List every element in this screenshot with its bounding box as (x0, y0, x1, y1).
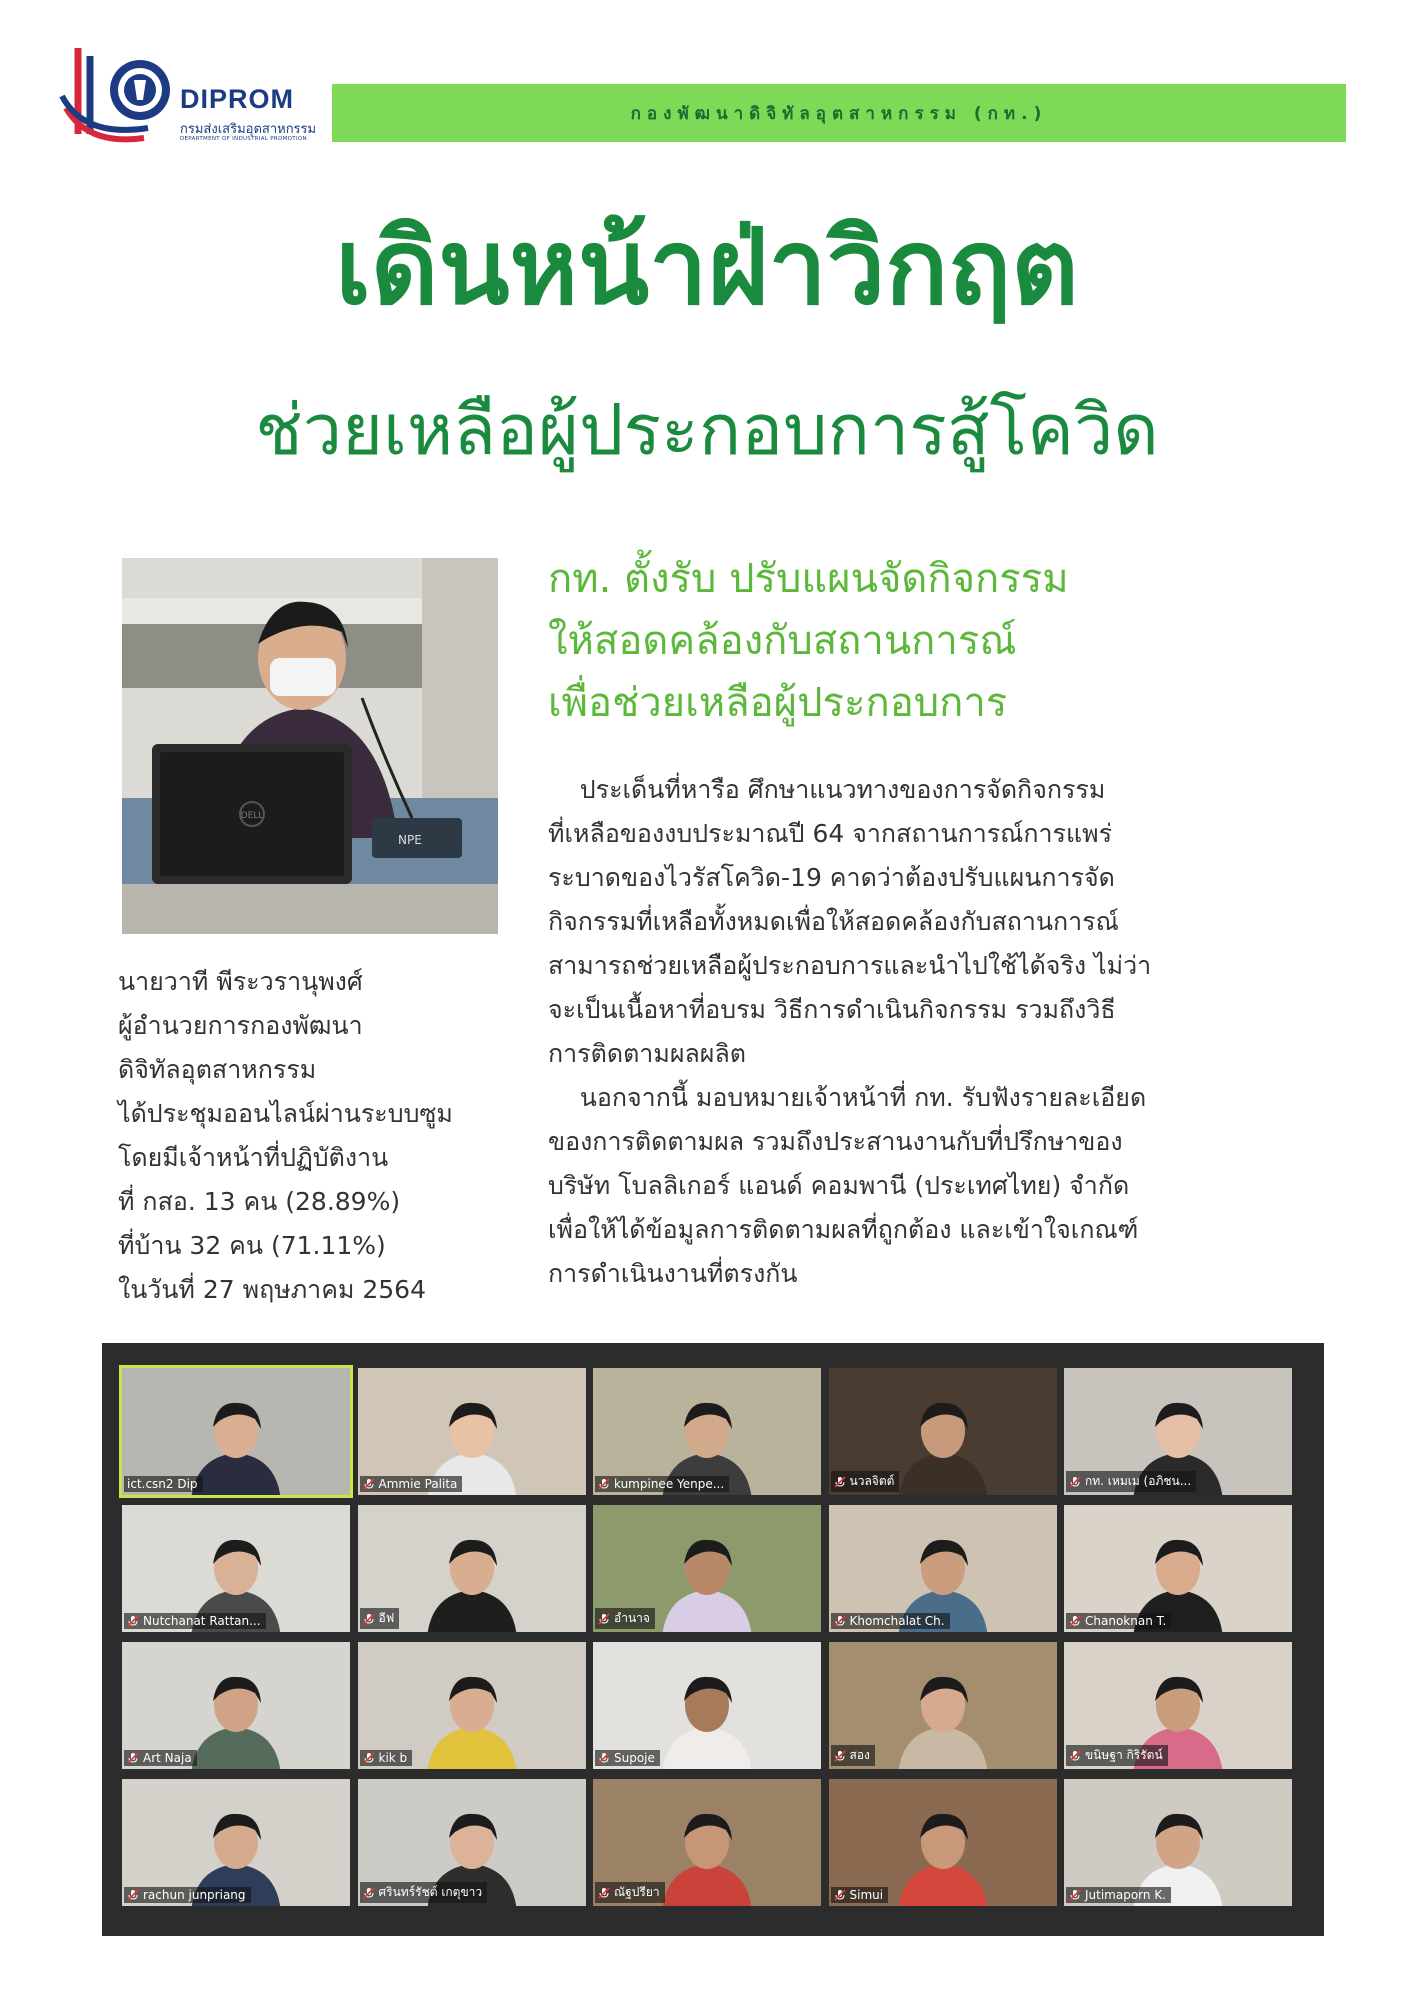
participant-name: Simui (849, 1888, 884, 1902)
participant-avatar (888, 1802, 998, 1906)
participant-name: Nutchanat Rattan... (143, 1614, 261, 1628)
participant-tile[interactable] (358, 1779, 586, 1906)
muted-mic-icon (834, 1615, 846, 1627)
participant-name-bar (595, 1750, 660, 1766)
page-subtitle: ช่วยเหลือผู้ประกอบการสู้โควิด (255, 389, 1159, 471)
participant-name: อีฟ (378, 1611, 395, 1625)
participant-name-bar (360, 1608, 400, 1629)
muted-mic-icon (834, 1476, 846, 1488)
muted-mic-icon (363, 1478, 375, 1490)
article-body (548, 768, 1378, 1296)
muted-mic-icon (834, 1750, 846, 1762)
participant-tile[interactable] (1064, 1368, 1292, 1495)
participant-name: ณัฐปรียา (614, 1885, 660, 1899)
caption-line: โดยมีเจ้าหน้าที่ปฏิบัติงาน (118, 1143, 389, 1172)
participant-avatar (417, 1665, 527, 1769)
participant-name: kik b (378, 1751, 408, 1765)
body-line: จะเป็นเนื้อหาที่อบรม วิธีการดำเนินกิจกรรม รวมถึงวิธี (548, 995, 1116, 1024)
participant-avatar (652, 1665, 762, 1769)
muted-mic-icon (363, 1887, 375, 1899)
meeting-photo-illustration (122, 558, 498, 934)
division-banner-text: กองพัฒนาดิจิทัลอุตสาหกรรม (กท.) (630, 103, 1048, 124)
participant-name: Supoje (614, 1751, 655, 1765)
body-line: ของการติดตามผล รวมถึงประสานงานกับที่ปรึกษาของ (548, 1127, 1123, 1156)
participant-name-bar (124, 1750, 197, 1766)
participant-avatar (652, 1802, 762, 1906)
photo-caption (118, 960, 528, 1312)
logo-thai-name: กรมส่งเสริมอุตสาหกรรม (180, 122, 317, 137)
caption-line: นายวาที พีระวรานุพงศ์ (118, 967, 363, 996)
muted-mic-icon (127, 1752, 139, 1764)
participant-name-bar (831, 1887, 889, 1903)
participant-tile[interactable] (122, 1779, 350, 1906)
participant-name-bar (831, 1613, 950, 1629)
diprom-emblem-icon (48, 38, 178, 148)
laptop-brand: DELL (240, 811, 264, 821)
participant-name-bar (1066, 1613, 1171, 1629)
participant-tile[interactable] (1064, 1642, 1292, 1769)
muted-mic-icon (598, 1752, 610, 1764)
article-headline (548, 548, 1378, 734)
participant-name-bar (124, 1613, 266, 1629)
muted-mic-icon (1069, 1750, 1081, 1762)
headline-line: เพื่อช่วยเหลือผู้ประกอบการ (548, 680, 1008, 726)
headline-line: กท. ตั้งรับ ปรับแผนจัดกิจกรรม (548, 556, 1069, 602)
muted-mic-icon (1069, 1476, 1081, 1488)
muted-mic-icon (127, 1615, 139, 1627)
participant-tile[interactable] (829, 1779, 1057, 1906)
participant-avatar (417, 1528, 527, 1632)
participant-name-bar (595, 1882, 665, 1903)
participant-name-bar (831, 1471, 900, 1492)
participant-tile[interactable] (358, 1642, 586, 1769)
participant-tile[interactable] (122, 1642, 350, 1769)
participant-tile[interactable] (593, 1368, 821, 1495)
participant-tile[interactable] (593, 1642, 821, 1769)
participant-name: rachun junpriang (143, 1888, 246, 1902)
participant-tile[interactable] (122, 1368, 350, 1495)
participant-tile[interactable] (122, 1505, 350, 1632)
participant-name-bar (595, 1608, 655, 1629)
muted-mic-icon (127, 1889, 139, 1901)
zoom-meeting-gallery (102, 1343, 1324, 1936)
body-line: การติดตามผลผลิต (548, 1039, 746, 1068)
participant-name: สอง (849, 1748, 870, 1762)
participant-tile[interactable] (1064, 1779, 1292, 1906)
participant-name: Art Naja (143, 1751, 192, 1765)
caption-line: ดิจิทัลอุตสาหกรรม (118, 1055, 317, 1084)
body-line: ประเด็นที่หารือ ศึกษาแนวทางของการจัดกิจกรรม (548, 775, 1106, 804)
caption-line: ผู้อำนวยการกองพัฒนา (118, 1011, 363, 1040)
muted-mic-icon (598, 1613, 610, 1625)
page-title: เดินหน้าฝ่าวิกฤต (335, 206, 1079, 328)
body-line: กิจกรรมที่เหลือทั้งหมดเพื่อให้สอดคล้องกับสถานการณ์ (548, 907, 1119, 936)
body-line: การดำเนินงานที่ตรงกัน (548, 1259, 798, 1288)
participant-name: อำนาจ (614, 1611, 650, 1625)
body-line: ที่เหลือของงบประมาณปี 64 จากสถานการณ์การแพร่ (548, 819, 1113, 848)
participant-tile[interactable] (593, 1779, 821, 1906)
participant-name: Jutimaporn K. (1085, 1888, 1167, 1902)
muted-mic-icon (363, 1752, 375, 1764)
participant-tile[interactable] (358, 1368, 586, 1495)
participant-name-bar (831, 1745, 875, 1766)
caption-line: ได้ประชุมออนไลน์ผ่านระบบซูม (118, 1099, 453, 1128)
participant-name: ict.csn2 Dip (127, 1477, 198, 1491)
participant-name: ศรินทร์รัชต์ เกตุขาว (378, 1885, 483, 1899)
logo-brand: DIPROM (180, 84, 294, 114)
participant-name-bar (124, 1476, 203, 1492)
mic-label: NPE (398, 833, 422, 847)
caption-line: ในวันที่ 27 พฤษภาคม 2564 (118, 1275, 426, 1304)
participant-tile[interactable] (829, 1642, 1057, 1769)
participant-name: kumpinee Yenpe... (614, 1477, 725, 1491)
muted-mic-icon (834, 1889, 846, 1901)
participant-avatar (181, 1665, 291, 1769)
diprom-logo (48, 38, 328, 148)
participant-name-bar (360, 1882, 488, 1903)
participant-tile[interactable] (593, 1505, 821, 1632)
participant-name: กท. เหมเม (อภิชน... (1085, 1474, 1192, 1488)
participant-name-bar (1066, 1887, 1171, 1903)
muted-mic-icon (598, 1887, 610, 1899)
participant-name: Khomchalat Ch. (849, 1614, 945, 1628)
participant-tile[interactable] (1064, 1505, 1292, 1632)
participant-name-bar (1066, 1471, 1196, 1492)
participant-name: ขนิษฐา กิริรัตน์ (1085, 1748, 1163, 1762)
participant-name: นวลจิตต์ (849, 1474, 895, 1488)
muted-mic-icon (598, 1478, 610, 1490)
participant-name-bar (360, 1750, 413, 1766)
logo-english-name: DEPARTMENT OF INDUSTRIAL PROMOTION (180, 136, 307, 142)
participant-avatar (652, 1528, 762, 1632)
body-line: เพื่อให้ได้ข้อมูลการติดตามผลที่ถูกต้อง และเข้าใจเกณฑ์ (548, 1215, 1139, 1244)
body-line: ระบาดของไวรัสโควิด-19 คาดว่าต้องปรับแผนการจัด (548, 863, 1115, 892)
participant-tile[interactable] (829, 1368, 1057, 1495)
participant-name-bar (1066, 1745, 1168, 1766)
muted-mic-icon (1069, 1615, 1081, 1627)
body-line: สามารถช่วยเหลือผู้ประกอบการและนำไปใช้ได้จริง ไม่ว่า (548, 951, 1152, 980)
director-photo (122, 558, 498, 934)
caption-line: ที่ กสอ. 13 คน (28.89%) (118, 1187, 401, 1216)
participant-avatar (888, 1665, 998, 1769)
participant-name-bar (360, 1476, 463, 1492)
division-banner (332, 84, 1346, 142)
caption-line: ที่บ้าน 32 คน (71.11%) (118, 1231, 386, 1260)
body-line: นอกจากนี้ มอบหมายเจ้าหน้าที่ กท. รับฟังรายละเอียด (548, 1083, 1147, 1112)
participant-tile[interactable] (829, 1505, 1057, 1632)
muted-mic-icon (1069, 1889, 1081, 1901)
participant-name-bar (595, 1476, 729, 1492)
participant-name-bar (124, 1887, 251, 1903)
participant-name: Chanoknan T. (1085, 1614, 1167, 1628)
participant-name: Ammie Palita (378, 1477, 458, 1491)
headline-line: ให้สอดคล้องกับสถานการณ์ (548, 618, 1017, 664)
participant-tile[interactable] (358, 1505, 586, 1632)
participant-avatar (888, 1391, 998, 1495)
body-line: บริษัท โบลลิเกอร์ แอนด์ คอมพานี (ประเทศไทย) จำกัด (548, 1171, 1130, 1200)
muted-mic-icon (363, 1613, 375, 1625)
